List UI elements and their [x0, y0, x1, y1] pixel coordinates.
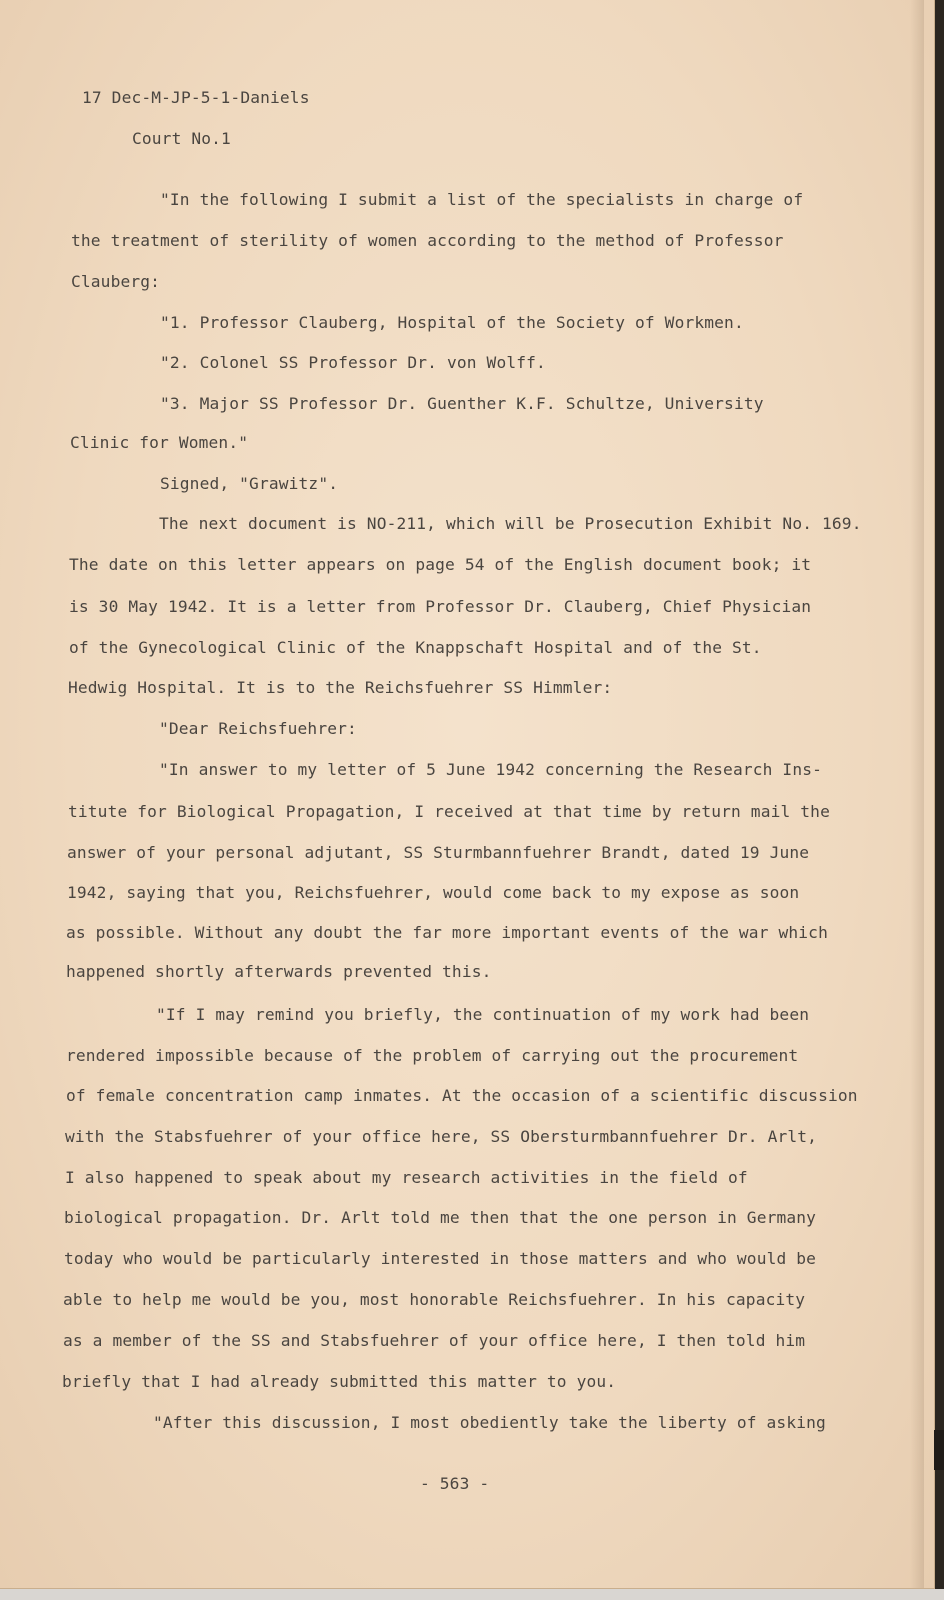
text-line: briefly that I had already submitted this matter to you. [62, 1372, 617, 1391]
text-line: The next document is NO-211, which will be Prosecution Exhibit No. 169. [159, 514, 862, 533]
text-line: as a member of the SS and Stabsfuehrer of your office here, I then told him [63, 1331, 806, 1350]
text-line: of the Gynecological Clinic of the Knappschaft Hospital and of the St. [69, 638, 762, 657]
court-number: Court No.1 [132, 129, 231, 148]
text-line: Clauberg: [71, 272, 161, 291]
page-edge-shadow [910, 0, 924, 1588]
text-line: 1942, saying that you, Reichsfuehrer, would come back to my expose as soon [67, 883, 800, 902]
scan-bottom-border [0, 1589, 944, 1600]
text-line: able to help me would be you, most honorable Reichsfuehrer. In his capacity [63, 1290, 806, 1309]
text-line: answer of your personal adjutant, SS Sturmbannfuehrer Brandt, dated 19 June [67, 843, 810, 862]
salutation: "Dear Reichsfuehrer: [159, 719, 357, 738]
text-line: I also happened to speak about my research activities in the field of [65, 1168, 748, 1187]
text-line: as possible. Without any doubt the far more important events of the war which [66, 923, 828, 942]
text-line: biological propagation. Dr. Arlt told me then that the one person in Germany [64, 1208, 817, 1227]
signature-line: Signed, "Grawitz". [160, 474, 339, 493]
text-line: today who would be particularly interested in those matters and who would be [64, 1249, 817, 1268]
text-line: Hedwig Hospital. It is to the Reichsfuehrer SS Himmler: [68, 678, 613, 697]
text-line: the treatment of sterility of women according to the method of Professor [71, 231, 784, 250]
text-line: "In the following I submit a list of the specialists in charge of [160, 190, 804, 209]
text-line: "After this discussion, I most obediently take the liberty of asking [153, 1413, 826, 1432]
text-line: "In answer to my letter of 5 June 1942 concerning the Research Ins- [159, 760, 823, 779]
text-line: The date on this letter appears on page 54 of the English document book; it [69, 555, 812, 574]
page-number: - 563 - [420, 1474, 490, 1493]
text-line: with the Stabsfuehrer of your office here, SS Obersturmbannfuehrer Dr. Arlt, [65, 1127, 818, 1146]
list-item: "3. Major SS Professor Dr. Guenther K.F. Schultze, University [160, 394, 764, 413]
text-line: happened shortly afterwards prevented this. [66, 962, 492, 981]
text-line: titute for Biological Propagation, I received at that time by return mail the [68, 802, 830, 821]
text-line: of female concentration camp inmates. At the occasion of a scientific discussion [66, 1086, 858, 1105]
text-line: Clinic for Women." [70, 433, 249, 452]
list-item: "1. Professor Clauberg, Hospital of the Society of Workmen. [160, 313, 744, 332]
binding-tab [934, 1430, 944, 1470]
list-item: "2. Colonel SS Professor Dr. von Wolff. [160, 353, 546, 372]
text-line: rendered impossible because of the problem of carrying out the procurement [66, 1046, 799, 1065]
text-line: "If I may remind you briefly, the continuation of my work had been [156, 1005, 810, 1024]
document-reference: 17 Dec-M-JP-5-1-Daniels [82, 88, 310, 107]
text-line: is 30 May 1942. It is a letter from Professor Dr. Clauberg, Chief Physician [69, 597, 812, 616]
